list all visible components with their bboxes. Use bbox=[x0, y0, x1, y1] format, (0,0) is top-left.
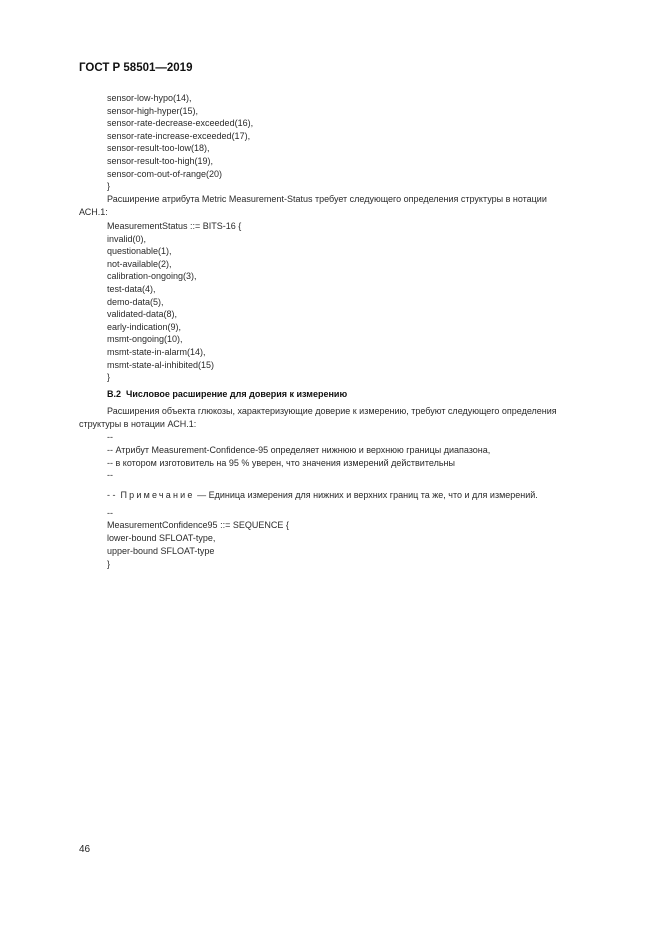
code-line: upper-bound SFLOAT-type bbox=[107, 546, 215, 556]
comment-line: -- Атрибут Measurement-Confidence-95 определяет нижнюю и верхнюю границы диапазона, bbox=[107, 445, 491, 455]
code-line: } bbox=[107, 559, 111, 569]
note-text: — Единица измерения для нижних и верхних границ та же, что и для измерений. bbox=[197, 490, 538, 500]
code-line: not-available(2), bbox=[107, 258, 172, 269]
code-line: msmt-state-in-alarm(14), bbox=[107, 347, 206, 357]
code-line: sensor-result-too-low(18), bbox=[107, 143, 210, 154]
code-line: sensor-rate-increase-exceeded(17), bbox=[107, 130, 251, 141]
code-line: sensor-com-out-of-range(20) bbox=[107, 168, 223, 179]
comment-line: -- bbox=[107, 432, 113, 442]
paragraph-line: АСН.1: bbox=[79, 207, 108, 217]
paragraph-line: Расширения объекта глюкозы, характеризующие доверие к измерению, требуют следующего определения bbox=[107, 406, 557, 416]
code-line: msmt-ongoing(10), bbox=[107, 334, 183, 345]
code-line: test-data(4), bbox=[107, 284, 156, 294]
page-number: 46 bbox=[79, 844, 91, 855]
section-number: В.2 bbox=[107, 389, 122, 399]
code-line: sensor-rate-decrease-exceeded(16), bbox=[107, 118, 254, 129]
code-line: } bbox=[107, 181, 111, 192]
section-title: Числовое расширение для доверия к измерению bbox=[126, 389, 348, 399]
section-heading bbox=[107, 388, 347, 400]
comment-line: -- в котором изготовитель на 95 % уверен, что значения измерений действительны bbox=[107, 458, 455, 468]
paragraph-line: Расширение атрибута Metric Measurement-Status требует следующего определения структуры в нотации bbox=[107, 194, 547, 204]
code-line: } bbox=[107, 372, 111, 383]
comment-line: -- bbox=[107, 508, 113, 518]
code-line: lower-bound SFLOAT-type, bbox=[107, 533, 216, 543]
code-line: MeasurementConfidence95 ::= SEQUENCE { bbox=[107, 520, 289, 530]
code-line: invalid(0), bbox=[107, 233, 147, 244]
code-line: sensor-low-hypo(14), bbox=[107, 93, 192, 103]
code-line: sensor-high-hyper(15), bbox=[107, 105, 199, 116]
code-line: early-indication(9), bbox=[107, 321, 182, 332]
code-line: MeasurementStatus ::= BITS-16 { bbox=[107, 221, 242, 231]
paragraph-line: структуры в нотации АСН.1: bbox=[79, 419, 197, 429]
code-line: msmt-state-al-inhibited(15) bbox=[107, 359, 215, 370]
code-line: demo-data(5), bbox=[107, 296, 164, 307]
code-line: sensor-result-too-high(19), bbox=[107, 156, 214, 166]
code-line: calibration-ongoing(3), bbox=[107, 271, 197, 282]
document-header: ГОСТ Р 58501—2019 bbox=[79, 62, 193, 74]
comment-line: -- bbox=[107, 470, 113, 480]
code-line: validated-data(8), bbox=[107, 309, 178, 320]
note-label: Примечание bbox=[120, 490, 195, 500]
note-line bbox=[107, 489, 538, 501]
code-line: questionable(1), bbox=[107, 246, 172, 257]
note-prefix: - - bbox=[107, 490, 116, 500]
